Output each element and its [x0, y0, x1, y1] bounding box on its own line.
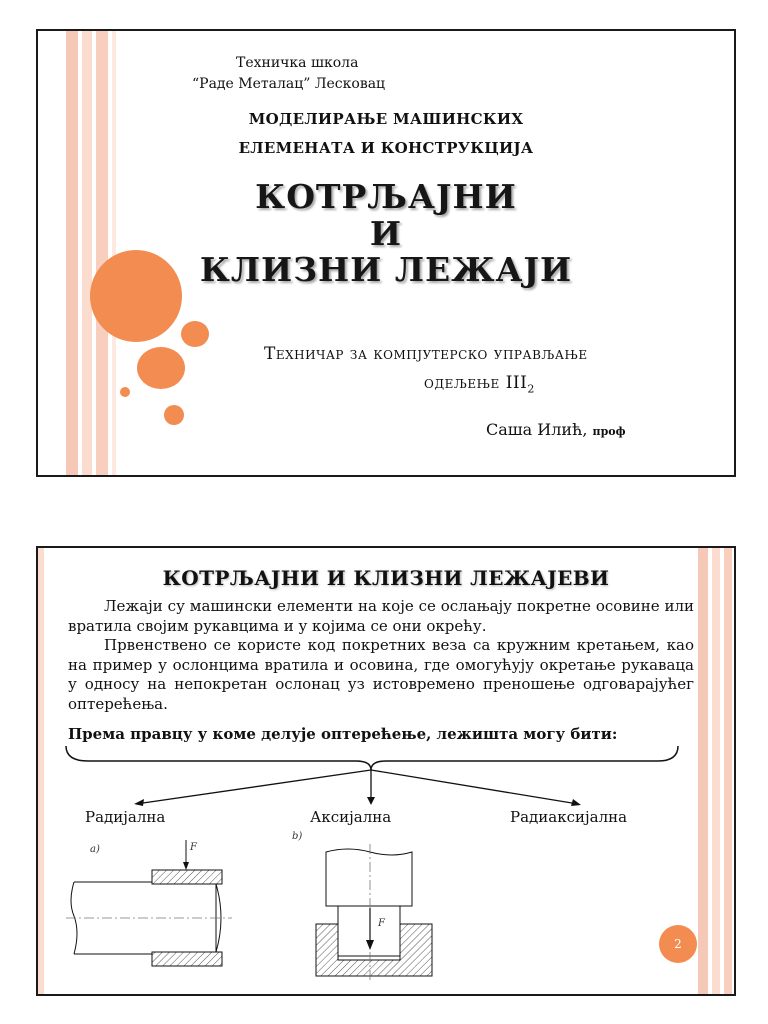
arrow-radial	[136, 770, 371, 804]
content-slide	[36, 546, 736, 996]
decor-circle-small	[181, 321, 209, 347]
author-name: Саша Илић,	[486, 420, 593, 439]
decor-circle-tiny	[120, 387, 130, 397]
arrow-radiaxial	[371, 770, 578, 804]
main-title-line2: И	[369, 214, 403, 253]
axial-bearing-figure	[308, 840, 448, 982]
bearing-bush-bottom	[152, 952, 222, 966]
paragraph-definition: Лежаји су машински елементи на које се ослањају покретне осовине или вратила својим рукавцима и у којима се они окрећу.	[68, 597, 694, 635]
class-number: III	[505, 373, 528, 393]
slide-heading: КОТРЉАЈНИ И КЛИЗНИ ЛЕЖАЈЕВИ	[162, 566, 610, 590]
title-slide	[36, 29, 736, 477]
figure-a-label: a)	[90, 844, 100, 855]
class-subscript: 2	[527, 382, 535, 396]
class-prefix: одељење	[424, 373, 506, 393]
type-radiaxial: Радиаксијална	[510, 808, 628, 826]
author	[486, 420, 626, 439]
radial-bearing-figure	[66, 836, 236, 976]
figure-b-label: b)	[292, 831, 303, 842]
school-name: Техничка школа	[236, 55, 359, 71]
course-title-line1: МОДЕЛИРАЊЕ МАШИНСКИХ	[248, 110, 524, 128]
course-title-line2: ЕЛЕМЕНАТА И КОНСТРУКЦИЈА	[238, 139, 534, 157]
shaft-top	[326, 849, 412, 906]
shaft-journal-axial	[338, 906, 400, 956]
school-location: “Раде Металац” Лесковац	[192, 76, 386, 92]
classification-text: Према правцу у коме делује оптерећење, лежишта могу бити:	[68, 725, 618, 743]
class-label	[424, 373, 535, 395]
curly-brace	[66, 746, 678, 770]
force-label: F	[190, 842, 197, 853]
page-number-badge: 2	[659, 925, 697, 963]
author-title: проф	[592, 425, 626, 438]
force-label-b: F	[378, 918, 385, 929]
type-radial: Радијална	[85, 808, 166, 826]
profession: Техничар за компјутерско управљање	[264, 344, 588, 364]
main-title-line3: КЛИЗНИ ЛЕЖАЈИ	[199, 250, 573, 289]
main-title-line1: КОТРЉАЈНИ	[255, 177, 517, 216]
bearing-bush-top	[152, 870, 222, 884]
decor-circle-small	[164, 405, 184, 425]
paragraph-usage: Првенствено се користе код покретних веза са кружним кретањем, као на пример у ослонцима вратила и осовина, где омогућују окретање рукаваца у односу на непокретан ослонац уз истовремено преношење одговарајућег оптерећења.	[68, 636, 694, 713]
decor-circle-medium	[137, 347, 185, 389]
type-axial: Аксијална	[310, 808, 392, 826]
